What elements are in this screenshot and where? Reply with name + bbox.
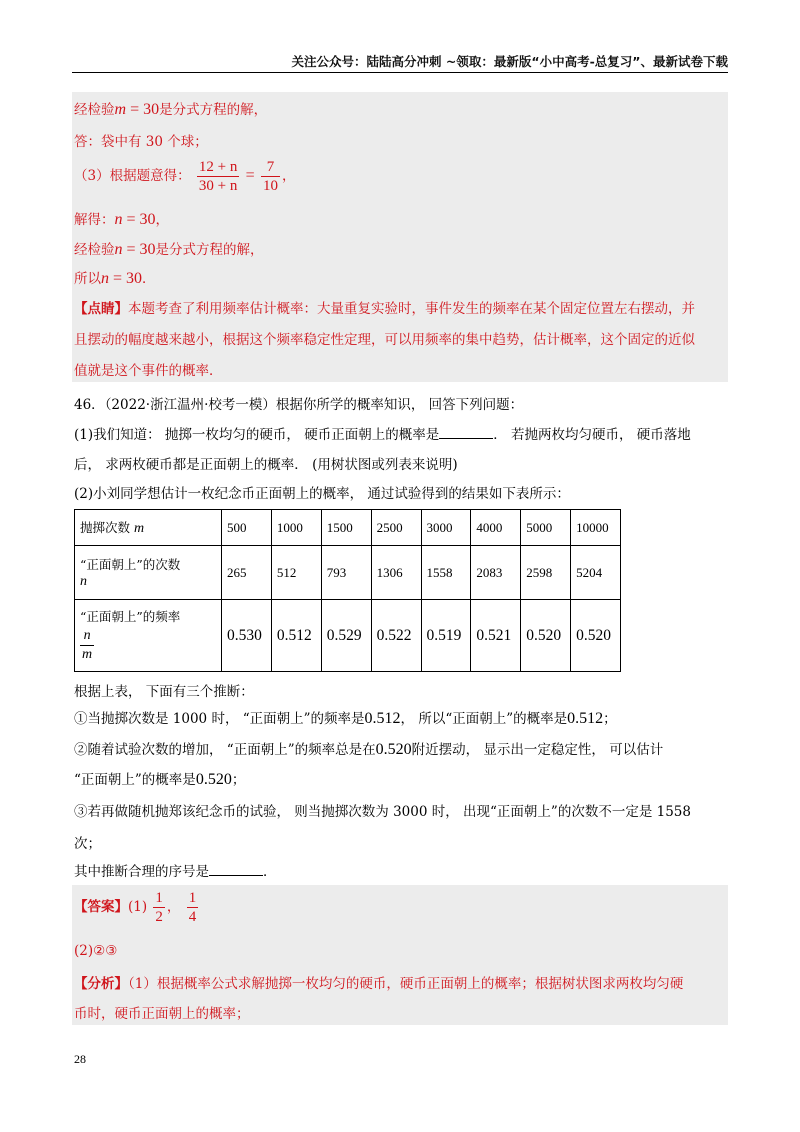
- analysis-tag: 【分析】: [74, 976, 128, 992]
- table-cell: 1000: [271, 510, 321, 546]
- table-cell: 0.530: [222, 600, 272, 672]
- table-row-frequency: [75, 600, 621, 672]
- answer-line: 答：袋中有 30 个球；: [74, 134, 208, 150]
- table-row-throws: [75, 510, 621, 546]
- conclusion-line: 所以n = 30．: [74, 270, 156, 287]
- table-cell: 793: [321, 546, 371, 600]
- inference-3-line1: ③若再做随机抛郑该纪念币的试验， 则当抛掷次数为 3000 时， 出现“正面朝上”的次数不一定是 1558: [74, 804, 691, 820]
- table-cell: 5204: [571, 546, 621, 600]
- answer-line-1: 【答案】(1) $\frac{1}{2}$ ， $\frac{1}{4}$: [74, 890, 197, 925]
- comment-line-2: 且摆动的幅度越来越小，根据这个频率稳定性定理，可以用频率的集中趋势，估计概率，这个固定的近似: [74, 332, 695, 348]
- table-cell: 0.520: [521, 600, 571, 672]
- table-cell: 0.520: [571, 600, 621, 672]
- fraction-rhs: $\frac{7}{10}$: [262, 159, 278, 194]
- question-title: 46．（2022·浙江温州·校考一模）根据你所学的概率知识， 回答下列问题：: [74, 397, 524, 413]
- check-line-2: 经检验n = 30是分式方程的解，: [74, 241, 264, 258]
- table-header-heads: “正面朝上”的次数 n: [75, 546, 222, 600]
- comment-tag: 【点睛】: [74, 301, 128, 317]
- inference-2-line1: ②随着试验次数的增加， “正面朝上”的频率总是在0.520附近摆动， 显示出一定稳定性， 可以估计: [74, 741, 664, 758]
- table-cell: 5000: [521, 510, 571, 546]
- question-part2-intro: (2)小刘同学想估计一枚纪念币正面朝上的概率， 通过试验得到的结果如下表所示：: [74, 486, 570, 502]
- answer-blank-1: [439, 424, 493, 439]
- comment-line-3: 值就是这个事件的概率．: [74, 363, 223, 379]
- table-cell: 1500: [321, 510, 371, 546]
- table-cell: 0.529: [321, 600, 371, 672]
- answer-fraction-1: $\frac{1}{2}$: [155, 890, 163, 925]
- table-cell: 1558: [421, 546, 471, 600]
- table-cell: 2598: [521, 546, 571, 600]
- table-cell: 0.519: [421, 600, 471, 672]
- check-line-1: 经检验m = 30是分式方程的解，: [74, 101, 268, 118]
- page-header: 关注公众号：陆陆高分冲刺 ~领取：最新版“小中高考-总复习”、最新试卷下载: [291, 54, 728, 69]
- table-header-frequency: “正面朝上”的频率 $\frac{n}{m}$: [75, 600, 222, 672]
- table-cell: 2500: [371, 510, 421, 546]
- table-cell: 265: [222, 546, 272, 600]
- fraction-lhs: $\frac{12 + n}{30 + n}$: [198, 159, 238, 194]
- part3-equation: （3）根据题意得： $\frac{12 + n}{30 + n}$ = $\frac{7}{10}$ ，: [74, 159, 296, 194]
- comment-line-1: 【点睛】本题考查了利用频率估计概率：大量重复实验时，事件发生的频率在某个固定位置左右摆动，并: [74, 301, 695, 317]
- table-cell: 0.512: [271, 600, 321, 672]
- table-cell: 4000: [471, 510, 521, 546]
- table-row-heads: [75, 546, 621, 600]
- question-part1-line1: (1)我们知道： 抛掷一枚均匀的硬币， 硬币正面朝上的概率是 ． 若抛两枚均匀硬币， 硬币落地: [74, 423, 691, 443]
- solve-line: 解得：n = 30，: [74, 211, 170, 228]
- table-header-throws: 抛掷次数 m: [75, 510, 222, 546]
- page-number: 28: [74, 1052, 86, 1066]
- table-cell: 3000: [421, 510, 471, 546]
- analysis-line-2: 币时，硬币正面朝上的概率；: [74, 1006, 250, 1022]
- answer-line-2: (2)②③: [74, 943, 118, 959]
- answer-tag: 【答案】: [74, 899, 128, 915]
- inference-1: ①当抛掷次数是 1000 时， “正面朝上”的频率是0.512， 所以“正面朝上”的概率是0.512；: [74, 710, 617, 727]
- table-cell: 512: [271, 546, 321, 600]
- experiment-table: [74, 509, 621, 672]
- which-line: 其中推断合理的序号是 ．: [74, 860, 277, 880]
- table-cell: 0.521: [471, 600, 521, 672]
- header-rule: [72, 72, 728, 73]
- table-cell: 2083: [471, 546, 521, 600]
- table-cell: 10000: [571, 510, 621, 546]
- table-cell: 0.522: [371, 600, 421, 672]
- question-part1-line2: 后， 求两枚硬币都是正面朝上的概率． (用树状图或列表来说明): [74, 457, 458, 473]
- answer-fraction-2: $\frac{1}{4}$: [188, 890, 197, 925]
- table-cell: 500: [222, 510, 272, 546]
- inference-2-line2: “正面朝上”的概率是0.520；: [74, 771, 246, 788]
- analysis-line-1: 【分析】（1）根据概率公式求解抛掷一枚均匀的硬币，硬币正面朝上的概率；根据树状图求两枚均匀硬: [74, 976, 684, 992]
- table-cell: 1306: [371, 546, 421, 600]
- after-table-line: 根据上表， 下面有三个推断：: [74, 684, 254, 700]
- answer-blank-2: [209, 861, 263, 876]
- inference-3-line2: 次；: [74, 836, 101, 852]
